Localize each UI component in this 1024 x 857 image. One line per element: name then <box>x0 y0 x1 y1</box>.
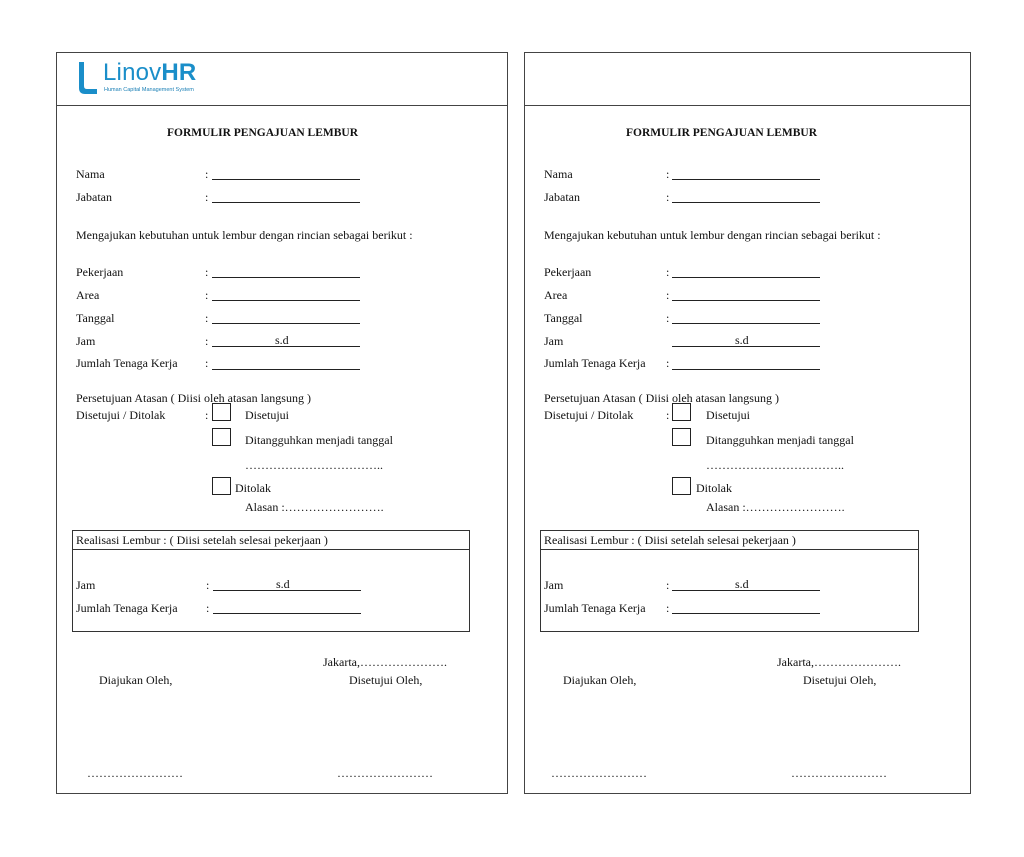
label-disetujui-oleh: Disetujui Oleh, <box>349 673 423 687</box>
label-disetujui-oleh: Disetujui Oleh, <box>803 673 877 687</box>
checkbox-ditolak[interactable] <box>212 477 231 495</box>
checkbox-ditangguhkan[interactable] <box>672 428 691 446</box>
realisasi-title: Realisasi Lembur : ( Diisi setelah selesai pekerjaan ) <box>76 533 328 547</box>
place-date: Jakarta,…………………. <box>777 655 901 669</box>
intro-text: Mengajukan kebutuhan untuk lembur dengan rincian sebagai berikut : <box>76 228 413 242</box>
checkbox-ditolak[interactable] <box>672 477 691 495</box>
label-persetujuan: Persetujuan Atasan ( Diisi oleh atasan langsung ) <box>544 391 779 405</box>
option-ditolak: Ditolak <box>235 481 271 495</box>
realisasi-label-jam: Jam <box>76 578 96 592</box>
option-ditangguhkan: Ditangguhkan menjadi tanggal <box>245 433 393 447</box>
option-ditolak: Ditolak <box>696 481 732 495</box>
checkbox-disetujui[interactable] <box>672 403 691 421</box>
field-tanggal[interactable] <box>212 323 360 324</box>
label-tanggal: Tanggal <box>76 311 115 325</box>
field-area[interactable] <box>212 300 360 301</box>
form-sheet-left: LinovHR Human Capital Management System FORMULIR PENGAJUAN LEMBUR Nama : Jabatan : Mengajukan kebutuhan untuk lembur dengan rincian sebagai berikut : Pekerjaan : Area : Tanggal : Jam : s.d Jumlah Tenaga Kerja : Persetujuan Atasan ( Diisi oleh atasan langsung ) Disetujui / Ditolak : Disetujui Ditangguhkan menjadi tanggal …………………………….. Ditolak Alasan :……………………. Realisasi Lembur : ( Diisi setelah selesai pekerjaan ) Jam : s.d Jumlah Tenaga Kerja : Jakarta,…………………. Diajukan Oleh, Disetujui Oleh, …………………… …………………… <box>56 52 508 794</box>
ditangguhkan-date-dots: …………………………….. <box>245 458 383 472</box>
field-nama[interactable] <box>672 179 820 180</box>
jam-sd-label: s.d <box>275 333 289 347</box>
form-title: FORMULIR PENGAJUAN LEMBUR <box>167 127 359 139</box>
form-title: FORMULIR PENGAJUAN LEMBUR <box>626 127 818 139</box>
realisasi-box: Realisasi Lembur : ( Diisi setelah selesai pekerjaan ) Jam : s.d Jumlah Tenaga Kerja : <box>72 530 470 632</box>
label-jabatan: Jabatan <box>76 190 112 204</box>
field-pekerjaan[interactable] <box>672 277 820 278</box>
label-jumlah: Jumlah Tenaga Kerja <box>76 356 178 370</box>
label-diajukan-oleh: Diajukan Oleh, <box>563 673 637 687</box>
alasan-field: Alasan :……………………. <box>706 500 845 514</box>
label-nama: Nama <box>544 167 573 181</box>
realisasi-header <box>541 531 918 550</box>
realisasi-field-jumlah[interactable] <box>213 613 361 614</box>
intro-text: Mengajukan kebutuhan untuk lembur dengan rincian sebagai berikut : <box>544 228 881 242</box>
checkbox-ditangguhkan[interactable] <box>212 428 231 446</box>
label-pekerjaan: Pekerjaan <box>544 265 592 279</box>
label-jam: Jam <box>544 334 564 348</box>
field-nama[interactable] <box>212 179 360 180</box>
logo-tagline: Human Capital Management System <box>104 87 194 93</box>
field-tanggal[interactable] <box>672 323 820 324</box>
signature-line-right: …………………… <box>337 766 433 780</box>
label-diajukan-oleh: Diajukan Oleh, <box>99 673 173 687</box>
label-jam: Jam <box>76 334 96 348</box>
realisasi-sd-label: s.d <box>276 577 290 591</box>
realisasi-box: Realisasi Lembur : ( Diisi setelah selesai pekerjaan ) Jam : s.d Jumlah Tenaga Kerja : <box>540 530 919 632</box>
checkbox-disetujui[interactable] <box>212 403 231 421</box>
label-pekerjaan: Pekerjaan <box>76 265 124 279</box>
alasan-field: Alasan :……………………. <box>245 500 384 514</box>
ditangguhkan-date-dots: …………………………….. <box>706 458 844 472</box>
option-disetujui: Disetujui <box>706 408 750 422</box>
field-pekerjaan[interactable] <box>212 277 360 278</box>
jam-sd-label: s.d <box>735 333 749 347</box>
label-tanggal: Tanggal <box>544 311 583 325</box>
realisasi-label-jumlah: Jumlah Tenaga Kerja <box>76 601 178 615</box>
option-disetujui: Disetujui <box>245 408 289 422</box>
sheet-header <box>57 53 507 106</box>
sheet-header-blank <box>525 53 970 106</box>
signature-line-left: …………………… <box>87 766 183 780</box>
place-date: Jakarta,…………………. <box>323 655 447 669</box>
label-jumlah: Jumlah Tenaga Kerja <box>544 356 646 370</box>
label-area: Area <box>544 288 568 302</box>
field-jabatan[interactable] <box>212 202 360 203</box>
label-disetujui-ditolak: Disetujui / Ditolak <box>544 408 634 422</box>
linovhr-logo-mark-icon <box>76 61 98 95</box>
realisasi-field-jumlah[interactable] <box>672 613 820 614</box>
logo-wordmark: LinovHR <box>103 59 197 86</box>
field-area[interactable] <box>672 300 820 301</box>
realisasi-label-jam: Jam <box>544 578 564 592</box>
field-jumlah[interactable] <box>672 369 820 370</box>
label-area: Area <box>76 288 100 302</box>
field-jumlah[interactable] <box>212 369 360 370</box>
realisasi-label-jumlah: Jumlah Tenaga Kerja <box>544 601 646 615</box>
signature-line-right: …………………… <box>791 766 887 780</box>
label-jabatan: Jabatan <box>544 190 580 204</box>
label-persetujuan: Persetujuan Atasan ( Diisi oleh atasan langsung ) <box>76 391 311 405</box>
realisasi-header <box>73 531 469 550</box>
option-ditangguhkan: Ditangguhkan menjadi tanggal <box>706 433 854 447</box>
realisasi-sd-label: s.d <box>735 577 749 591</box>
field-jabatan[interactable] <box>672 202 820 203</box>
label-nama: Nama <box>76 167 105 181</box>
realisasi-title: Realisasi Lembur : ( Diisi setelah selesai pekerjaan ) <box>544 533 796 547</box>
signature-line-left: …………………… <box>551 766 647 780</box>
label-disetujui-ditolak: Disetujui / Ditolak <box>76 408 166 422</box>
form-sheet-right: FORMULIR PENGAJUAN LEMBUR Nama : Jabatan : Mengajukan kebutuhan untuk lembur dengan rincian sebagai berikut : Pekerjaan : Area : Tanggal : Jam s.d Jumlah Tenaga Kerja : Persetujuan Atasan ( Diisi oleh atasan langsung ) Disetujui / Ditolak : Disetujui Ditangguhkan menjadi tanggal …………………………….. Ditolak Alasan :……………………. Realisasi Lembur : ( Diisi setelah selesai pekerjaan ) Jam : s.d Jumlah Tenaga Kerja : Jakarta,…………………. Diajukan Oleh, Disetujui Oleh, …………………… …………………… <box>524 52 971 794</box>
